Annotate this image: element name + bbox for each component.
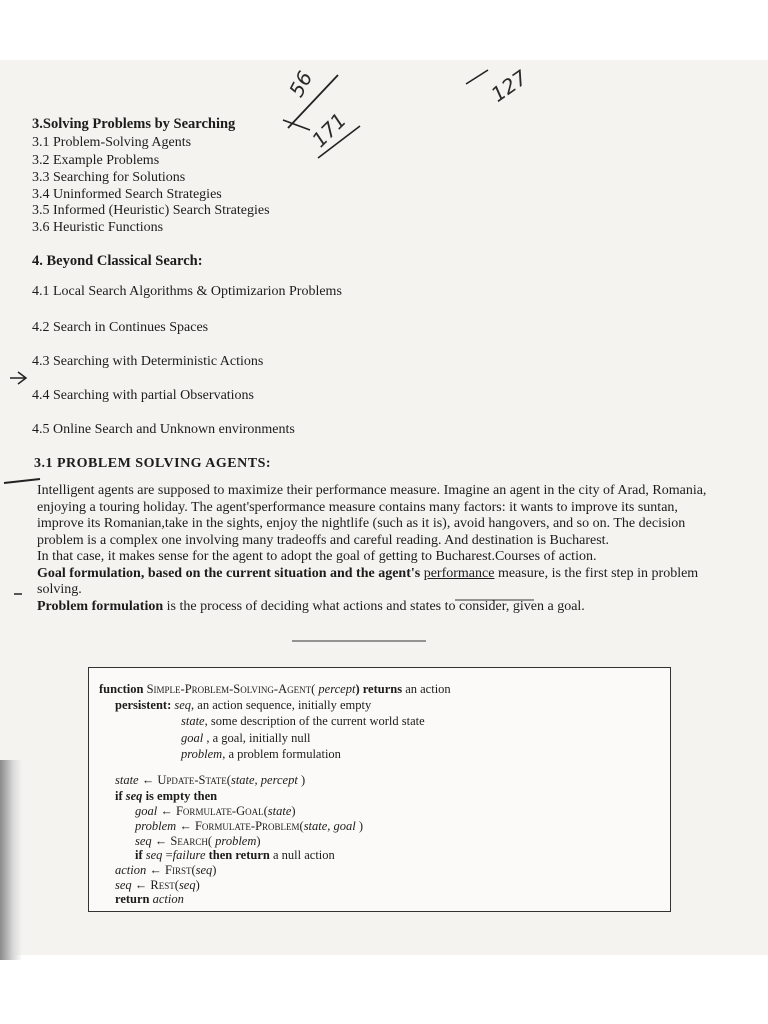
algo-line-14 [115,892,184,907]
text: a null action [269,848,335,862]
var: goal [181,731,204,745]
problem-formulation-text: is the process of [163,598,261,614]
keyword: is empty then [142,789,218,803]
param: state [267,804,292,818]
var: goal [135,804,158,818]
var: seq [178,878,196,892]
var: action [115,863,147,877]
text: ) [291,804,296,818]
problem-formulation-rest: and states to consider, given a goal. [382,598,585,614]
algo-line-13 [115,878,200,893]
algo-line-8 [135,804,296,819]
text: ) [195,878,200,892]
function-name: First( [165,863,196,877]
param: problem [212,834,257,848]
var: seq [195,863,213,877]
var: problem [135,819,177,833]
arrow: ← [138,773,158,787]
algo-line-12 [115,863,216,878]
goal-formulation-text: Goal formulation, based on the current situation and the agent's [37,565,424,581]
param: percept [315,682,356,696]
arrow: ← [157,804,176,818]
toc-item: 4.4 Searching with partial Observations [32,388,255,403]
toc-item: 3.5 Informed (Heuristic) Search Strategies [32,203,270,218]
var: seq [125,789,143,803]
body-text [37,483,727,615]
text: , a problem formulation [222,747,341,761]
toc-item: 4.3 Searching with Deterministic Actions [32,354,264,369]
text: , an action sequence, initially empty [191,698,372,712]
text: ) [256,834,261,848]
algo-line-7 [115,789,217,804]
algo-line-2 [115,698,371,713]
performance-underlined: performance [423,565,495,581]
var: seq [115,878,132,892]
function-name: Formulate-Problem( [194,819,304,833]
paragraph-goal-formulation [37,566,727,599]
algo-line-10 [135,834,261,849]
keyword: ) returns [355,682,403,696]
algo-line-5 [181,747,341,762]
arrow: ← [176,819,195,833]
handwritten-number-3: 127 [486,65,532,107]
algo-line-6 [115,773,305,788]
text: ) [212,863,217,877]
var: seq [135,834,152,848]
text: , some description of the current world state [204,714,425,728]
param: state, goal [303,819,356,833]
paragraph-intro: Intelligent agents are supposed to maximize their performance measure. Imagine an agent in the city of Arad, Romania, enjoying a touring holiday. The agent'sperformance measure contains many factors: it wants to improve its suntan, improve its Romanian,take in the sights, enjoy the nightlife (such as it is), avoid hangovers, and so on. The decision problem is a complex one involving many tradeoffs and careful reading. And destination is Bucharest. [37,483,707,548]
text: = [162,848,173,862]
section-heading: 3.1 PROBLEM SOLVING AGENTS: [34,456,272,471]
chapter-4-heading: 4. Beyond Classical Search: [32,253,203,269]
algo-line-1 [99,682,451,697]
problem-formulation-term: Problem formulation [37,598,164,614]
algo-line-9 [135,819,363,834]
keyword: function [99,682,147,696]
text: , a goal, initially null [203,731,311,745]
var: seq [145,848,163,862]
text: ) [355,819,364,833]
var: action [152,892,184,906]
param: state, percept [230,773,298,787]
handwritten-number-1: 56 [284,67,318,101]
var: failure [172,848,206,862]
paragraph-problem-formulation [37,599,727,616]
function-name: Update-State( [157,773,231,787]
keyword: then return [205,848,270,862]
algo-line-11 [135,848,335,863]
arrow: ← [131,878,151,892]
algorithm-box [88,667,671,912]
toc-item: 3.2 Example Problems [32,153,160,168]
var: seq [174,698,192,712]
arrow: ← [146,863,165,877]
toc-item: 3.1 Problem-Solving Agents [32,135,192,150]
keyword: if [115,789,126,803]
algo-line-4 [181,731,311,746]
text: an action [402,682,451,696]
var: state [181,714,205,728]
function-name: Search( [170,834,213,848]
toc-item: 4.2 Search in Continues Spaces [32,320,209,335]
paragraph-goal: In that case, it makes sense for the agent to adopt the goal of getting to Bucharest.Courses of action. [37,549,597,564]
function-name: Rest( [150,878,179,892]
var: problem [181,747,223,761]
arrow: ← [151,834,171,848]
keyword: return [115,892,153,906]
function-name: Formulate-Goal( [175,804,268,818]
keyword: if [135,848,146,862]
function-name: Simple-Problem-Solving-Agent( [146,682,316,696]
chapter-3-heading: 3.Solving Problems by Searching [32,116,236,132]
toc-item: 3.4 Uninformed Search Strategies [32,187,222,202]
text: ) [297,773,306,787]
toc-item: 4.5 Online Search and Unknown environments [32,422,295,437]
var: state [115,773,139,787]
toc-item: 4.1 Local Search Algorithms & Optimizarion Problems [32,284,342,299]
keyword: persistent: [115,698,175,712]
deciding-underlined: deciding what actions [260,598,383,614]
toc-item: 3.3 Searching for Solutions [32,170,186,185]
goal-formulation-rest: measure, is the first step in problem solving. [37,565,699,597]
toc-item: 3.6 Heuristic Functions [32,220,164,235]
algo-line-3 [181,714,425,729]
handwritten-number-2: 171 [307,108,352,152]
